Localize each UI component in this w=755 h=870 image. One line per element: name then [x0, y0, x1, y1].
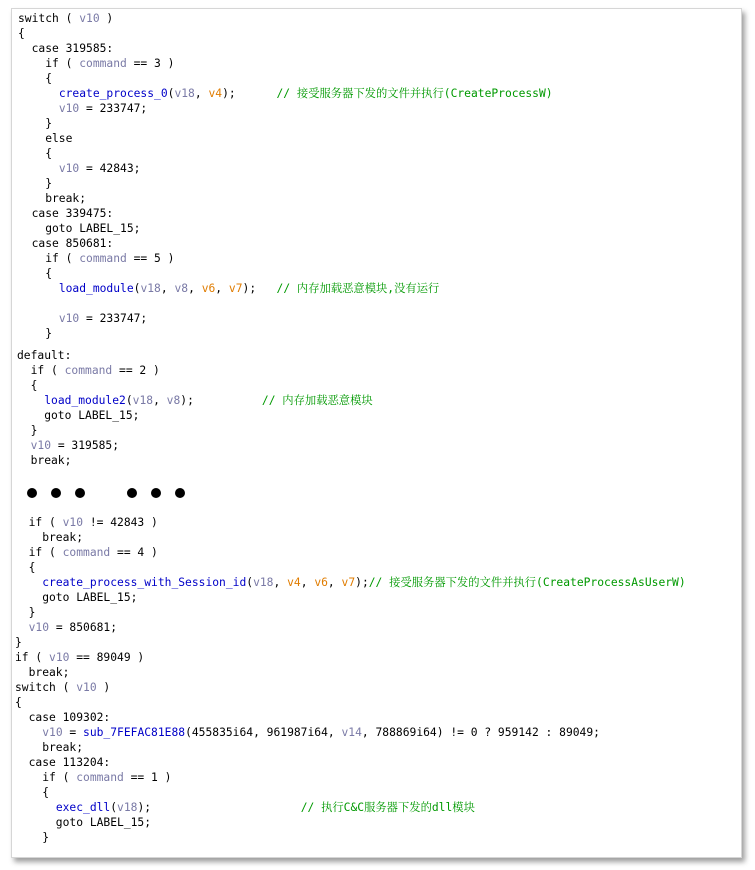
code-text: == 89049 ): [69, 651, 145, 664]
code-line: [15, 665, 69, 680]
variable-token: v18: [174, 87, 195, 100]
code-text: goto LABEL_15;: [18, 222, 141, 235]
code-text: );: [180, 394, 262, 407]
function-name: create_process_with_Session_id: [42, 576, 247, 589]
code-text: case 339475:: [18, 207, 114, 220]
code-line: [15, 830, 49, 845]
code-line: [18, 26, 25, 41]
function-name: load_module: [58, 282, 134, 295]
code-line: [15, 590, 137, 605]
code-line: [15, 710, 110, 725]
code-line: [17, 408, 139, 423]
code-line: [18, 11, 113, 26]
variable-token: v10: [58, 102, 80, 115]
code-text: ,: [273, 576, 288, 589]
code-line: [17, 348, 71, 363]
code-text: ,: [160, 282, 175, 295]
code-text: default:: [17, 349, 72, 362]
code-text: == 4 ): [110, 546, 158, 559]
code-line: [17, 393, 373, 408]
code-text: , 788869i64) != 0 ? 959142 : 89049;: [361, 726, 600, 739]
code-text: (455835i64, 961987i64,: [185, 726, 342, 739]
code-line: [18, 206, 113, 221]
code-line: [18, 221, 140, 236]
variable-token: v10: [42, 726, 63, 739]
code-text: break;: [15, 531, 84, 544]
code-text: ): [96, 681, 111, 694]
code-text: switch (: [18, 12, 80, 25]
code-text: (: [246, 576, 254, 589]
code-text: }: [15, 831, 50, 844]
ellipsis-dot: [151, 488, 161, 498]
code-text: (: [125, 394, 133, 407]
code-line: [15, 770, 171, 785]
code-text: goto LABEL_15;: [15, 816, 152, 829]
ellipsis-dot: [27, 488, 37, 498]
variable-token: v18: [117, 801, 138, 814]
code-text: );: [355, 576, 369, 589]
code-line: [15, 680, 110, 695]
code-text: == 1 ): [123, 771, 172, 784]
code-text: {: [18, 267, 53, 280]
code-line: [18, 56, 174, 71]
variable-token: v10: [76, 681, 97, 694]
code-line: [15, 545, 158, 560]
code-text: (: [133, 282, 141, 295]
code-text: case 109302:: [15, 711, 111, 724]
code-text: ,: [300, 576, 315, 589]
code-text: case 319585:: [18, 42, 114, 55]
code-text: goto LABEL_15;: [15, 591, 138, 604]
code-text: ,: [327, 576, 342, 589]
code-text: == 3 ): [126, 57, 175, 70]
variable-token: v10: [58, 162, 80, 175]
code-text: (: [167, 87, 175, 100]
code-line: [17, 453, 71, 468]
code-text: == 2 ): [112, 364, 160, 377]
code-text: [17, 439, 31, 452]
ellipsis-dot: [51, 488, 61, 498]
code-line: [18, 101, 147, 116]
code-line: [15, 785, 49, 800]
variable-token: command: [76, 771, 124, 784]
variable-token: command: [62, 546, 111, 559]
code-line: [18, 41, 113, 56]
code-line: [18, 326, 52, 341]
function-name: exec_dll: [55, 801, 111, 814]
variable-token: v10: [28, 621, 50, 634]
code-text: [18, 162, 59, 175]
code-text: =: [62, 726, 84, 739]
code-text: [18, 102, 59, 115]
code-line: [15, 650, 144, 665]
argument-token: v6: [314, 576, 328, 589]
variable-token: v18: [132, 394, 154, 407]
code-text: = 233747;: [79, 312, 148, 325]
code-text: ,: [188, 282, 202, 295]
code-line: [15, 725, 600, 740]
variable-token: v10: [58, 312, 80, 325]
code-text: goto LABEL_15;: [17, 409, 140, 422]
code-line: [17, 363, 160, 378]
code-text: != 42843 ): [83, 516, 158, 529]
code-text: }: [18, 327, 53, 340]
code-comment: // 接受服务器下发的文件并执行(CreateProcessAsUserW): [368, 576, 686, 589]
code-text: == 5 ): [126, 252, 175, 265]
code-text: }: [18, 177, 53, 190]
code-text: );: [222, 87, 277, 100]
argument-token: v7: [228, 282, 243, 295]
code-text: if (: [18, 57, 80, 70]
code-comment: // 执行C&C服务器下发的dll模块: [300, 801, 475, 814]
code-line: [18, 251, 174, 266]
code-text: }: [18, 117, 53, 130]
ellipsis-dot: [175, 488, 185, 498]
function-name: create_process_0: [58, 87, 168, 100]
code-line: [15, 635, 22, 650]
code-text: break;: [17, 454, 72, 467]
variable-token: v10: [49, 651, 70, 664]
variable-token: v10: [30, 439, 52, 452]
code-text: );: [242, 282, 277, 295]
code-text: else: [18, 132, 73, 145]
function-name: load_module2: [44, 394, 126, 407]
code-line: [15, 740, 83, 755]
code-text: ,: [194, 87, 209, 100]
variable-token: v18: [253, 576, 274, 589]
code-text: = 850681;: [49, 621, 118, 634]
code-text: {: [15, 696, 22, 709]
code-comment: // 内存加载恶意模块,没有运行: [276, 282, 440, 295]
code-text: = 319585;: [51, 439, 120, 452]
code-line: [18, 281, 439, 296]
code-text: [17, 394, 44, 407]
code-text: {: [18, 147, 53, 160]
code-line: [18, 176, 52, 191]
code-line: [15, 560, 35, 575]
code-line: [18, 191, 86, 206]
code-line: [15, 755, 110, 770]
variable-token: command: [64, 364, 113, 377]
code-line: [17, 438, 119, 453]
code-text: {: [18, 27, 25, 40]
argument-token: v6: [201, 282, 216, 295]
code-text: if (: [18, 252, 80, 265]
code-line: [15, 515, 158, 530]
code-text: [15, 726, 42, 739]
code-text: ,: [215, 282, 229, 295]
ellipsis-dot: [127, 488, 137, 498]
code-line: [15, 575, 686, 590]
variable-token: command: [79, 252, 127, 265]
ellipsis-dots: [27, 487, 197, 501]
code-line: [18, 146, 52, 161]
code-screenshot-panel: [11, 8, 742, 858]
code-line: [15, 815, 151, 830]
code-line: [18, 236, 113, 251]
code-text: = 233747;: [79, 102, 148, 115]
code-text: {: [15, 786, 50, 799]
code-text: = 42843;: [79, 162, 141, 175]
code-text: [18, 87, 59, 100]
code-line: [15, 605, 35, 620]
code-line: [18, 161, 140, 176]
code-text: {: [15, 561, 36, 574]
code-comment: // 内存加载恶意模块: [261, 394, 373, 407]
argument-token: v7: [341, 576, 356, 589]
code-text: switch (: [15, 681, 77, 694]
code-text: [15, 621, 29, 634]
code-text: ): [99, 12, 114, 25]
code-line: [17, 378, 37, 393]
code-text: }: [15, 636, 22, 649]
variable-token: v18: [140, 282, 161, 295]
code-line: [17, 423, 37, 438]
code-text: break;: [18, 192, 87, 205]
code-text: case 113204:: [15, 756, 111, 769]
code-text: }: [17, 424, 38, 437]
code-text: if (: [17, 364, 65, 377]
variable-token: v10: [79, 12, 100, 25]
code-text: ,: [153, 394, 167, 407]
code-text: if (: [15, 771, 77, 784]
code-text: [18, 312, 59, 325]
code-line: [15, 800, 475, 815]
argument-token: v4: [208, 87, 223, 100]
code-text: [15, 801, 56, 814]
argument-token: v4: [287, 576, 301, 589]
code-text: (: [110, 801, 118, 814]
code-text: if (: [15, 651, 50, 664]
decompiled-code-block: [12, 9, 741, 857]
variable-token: v8: [166, 394, 181, 407]
code-line: [18, 131, 72, 146]
code-line: [18, 116, 52, 131]
code-text: {: [17, 379, 38, 392]
code-line: [18, 311, 147, 326]
variable-token: v10: [62, 516, 84, 529]
code-text: break;: [15, 741, 84, 754]
code-line: [18, 71, 52, 86]
code-text: if (: [15, 546, 63, 559]
function-name: sub_7FEFAC81E88: [83, 726, 186, 739]
code-line: [15, 695, 22, 710]
variable-token: v8: [174, 282, 189, 295]
code-text: );: [137, 801, 301, 814]
code-text: case 850681:: [18, 237, 114, 250]
code-text: [18, 282, 59, 295]
code-comment: // 接受服务器下发的文件并执行(CreateProcessW): [276, 87, 553, 100]
code-text: break;: [15, 666, 70, 679]
code-line: [18, 86, 553, 101]
code-text: if (: [15, 516, 63, 529]
variable-token: command: [79, 57, 127, 70]
code-text: [15, 576, 42, 589]
code-text: {: [18, 72, 53, 85]
code-line: [18, 266, 52, 281]
ellipsis-dot: [75, 488, 85, 498]
code-text: }: [15, 606, 36, 619]
code-line: [15, 530, 83, 545]
variable-token: v14: [341, 726, 362, 739]
code-line: [15, 620, 117, 635]
